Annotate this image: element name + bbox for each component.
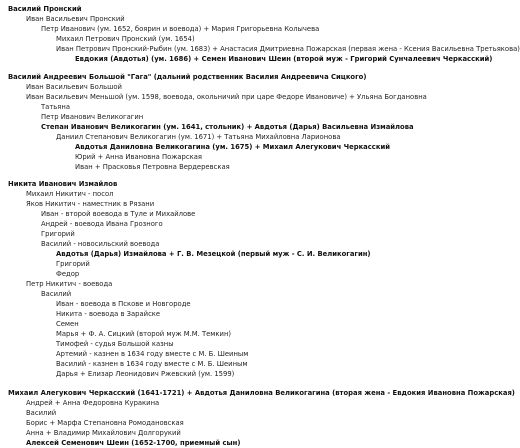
genealogy-line: Петр Иванович (ум. 1652, боярин и воевода) + Мария Григорьевна Колычева bbox=[41, 25, 320, 33]
genealogy-line: Иван Васильевич Пронский bbox=[26, 15, 125, 23]
genealogy-line: Петр Никитич - воевода bbox=[26, 280, 113, 288]
genealogy-line: Даниил Степанович Великогагин (ум. 1671) + Татьяна Михайловна Ларионова bbox=[56, 133, 341, 141]
genealogy-line: Артемий - казнен в 1634 году вместе с М. Б. Шеиным bbox=[56, 350, 249, 358]
genealogy-line: Дарья + Елизар Леонидович Ржевский (ум. 1599) bbox=[56, 370, 235, 378]
genealogy-line: Иван Васильевич Меньшой (ум. 1598, воевода, окольничий при царе Федоре Ивановиче) + Ульяна Богдановна bbox=[26, 93, 427, 101]
genealogy-line: Борис + Марфа Степановна Ромодановская bbox=[26, 419, 184, 427]
genealogy-line: Алексей Семенович Шеин (1652-1700, приемный сын) bbox=[26, 439, 241, 447]
genealogy-line: Андрей - воевода Ивана Грозного bbox=[41, 220, 163, 228]
genealogy-line: Евдокия (Авдотья) (ум. 1686) + Семен Иванович Шеин (второй муж - Григорий Сунчалеевич Черкасский) bbox=[75, 55, 493, 63]
genealogy-line: Василий - казнен в 1634 году вместе с М. Б. Шеиным bbox=[56, 360, 248, 368]
genealogy-line: Анна + Владимир Михайлович Долгорукий bbox=[26, 429, 181, 437]
genealogy-line: Юрий + Анна Ивановна Пожарская bbox=[75, 153, 202, 161]
genealogy-line: Василий bbox=[26, 409, 57, 417]
genealogy-line: Федор bbox=[56, 270, 80, 278]
genealogy-line: Григорий bbox=[41, 230, 75, 238]
genealogy-line: Марья + Ф. А. Сицкий (второй муж М.М. Темкин) bbox=[56, 330, 232, 338]
genealogy-line: Михаил Петрович Пронский (ум. 1654) bbox=[56, 35, 195, 43]
genealogy-line: Василий - новосильский воевода bbox=[41, 240, 160, 248]
genealogy-line: Яков Никитич - наместник в Рязани bbox=[26, 200, 155, 208]
genealogy-line: Авдотья (Дарья) Измайлова + Г. В. Мезецкой (первый муж - С. И. Великогагин) bbox=[56, 250, 371, 258]
genealogy-line: Михаил Никитич - посол bbox=[26, 190, 114, 198]
genealogy-line: Иван + Прасковья Петровна Вердеревская bbox=[75, 163, 230, 171]
genealogy-line: Василий Андреевич Большой "Гага" (дальний родственник Василия Андреевича Сицкого) bbox=[8, 73, 367, 81]
genealogy-line: Татьяна bbox=[41, 103, 70, 111]
genealogy-line: Никита Иванович Измайлов bbox=[8, 180, 118, 188]
genealogy-line: Тимофей - судья Большой казны bbox=[56, 340, 174, 348]
genealogy-line: Григорий bbox=[56, 260, 90, 268]
genealogy-line: Семен bbox=[56, 320, 79, 328]
genealogy-line: Степан Иванович Великогагин (ум. 1641, стольник) + Авдотья (Дарья) Васильевна Измайлова bbox=[41, 123, 414, 131]
genealogy-line: Василий bbox=[41, 290, 72, 298]
genealogy-line: Иван Васильевич Большой bbox=[26, 83, 122, 91]
genealogy-line: Иван Петрович Пронский-Рыбин (ум. 1683) + Анастасия Дмитриевна Пожарская (первая жена - Ксения Васильевна Третьякова) bbox=[56, 45, 520, 53]
genealogy-line: Михаил Алегукович Черкасский (1641-1721) + Авдотья Даниловна Великогагина (вторая жена - Евдокия Ивановна Пожарская) bbox=[8, 389, 515, 397]
genealogy-line: Иван - воевода в Пскове и Новгороде bbox=[56, 300, 191, 308]
genealogy-line: Андрей + Анна Федоровна Куракина bbox=[26, 399, 160, 407]
genealogy-line: Никита - воевода в Зарайске bbox=[56, 310, 161, 318]
genealogy-line: Петр Иванович Великогагин bbox=[41, 113, 144, 121]
genealogy-line: Василий Пронский bbox=[8, 5, 82, 13]
genealogy-line: Иван - второй воевода в Туле и Михайлове bbox=[41, 210, 196, 218]
genealogy-line: Авдотья Даниловна Великогагина (ум. 1675) + Михаил Алегукович Черкасский bbox=[75, 143, 390, 151]
